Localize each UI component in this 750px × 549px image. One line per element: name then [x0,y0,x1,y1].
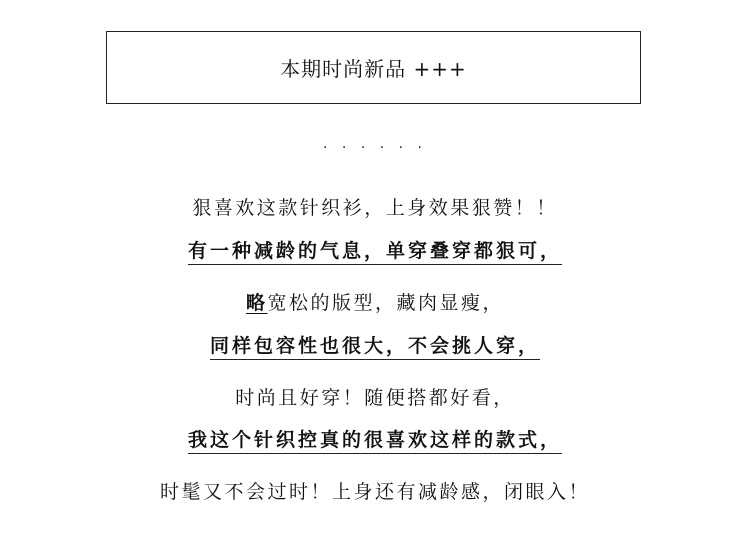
description-line-2 [0,240,750,265]
description-line-6 [0,429,750,454]
description-line-3-lead: 略 [245,292,268,314]
description-line-6-text: 我这个针织控真的很喜欢这样的款式， [187,429,562,451]
page-title: 本期时尚新品 +++ [280,57,467,81]
description-line-7 [0,477,750,504]
title-box [106,31,641,104]
description-line-4-text: 同样包容性也很大，不会挑人穿， [209,335,540,357]
description-line-1-text: 狠喜欢这款针织衫，上身效果狠赞！！ [192,197,558,219]
description-line-2-underline [188,241,562,265]
description-line-4-underline [210,336,540,360]
description-line-3-text: 宽松的版型，藏肉显瘦， [267,292,505,314]
description-line-4 [0,335,750,360]
description-line-2-text: 有一种减龄的气息，单穿叠穿都狠可， [187,240,562,262]
description-line-5 [0,383,750,410]
description-line-5-text: 时尚且好穿！随便搭都好看， [235,387,515,409]
description-line-3 [0,288,750,315]
dot-divider: · · · · · · [323,140,427,156]
description-line-1 [0,193,750,220]
description-line-7-text: 时髦又不会过时！上身还有减龄感，闭眼入！ [159,481,590,503]
description-line-6-underline [188,430,562,454]
